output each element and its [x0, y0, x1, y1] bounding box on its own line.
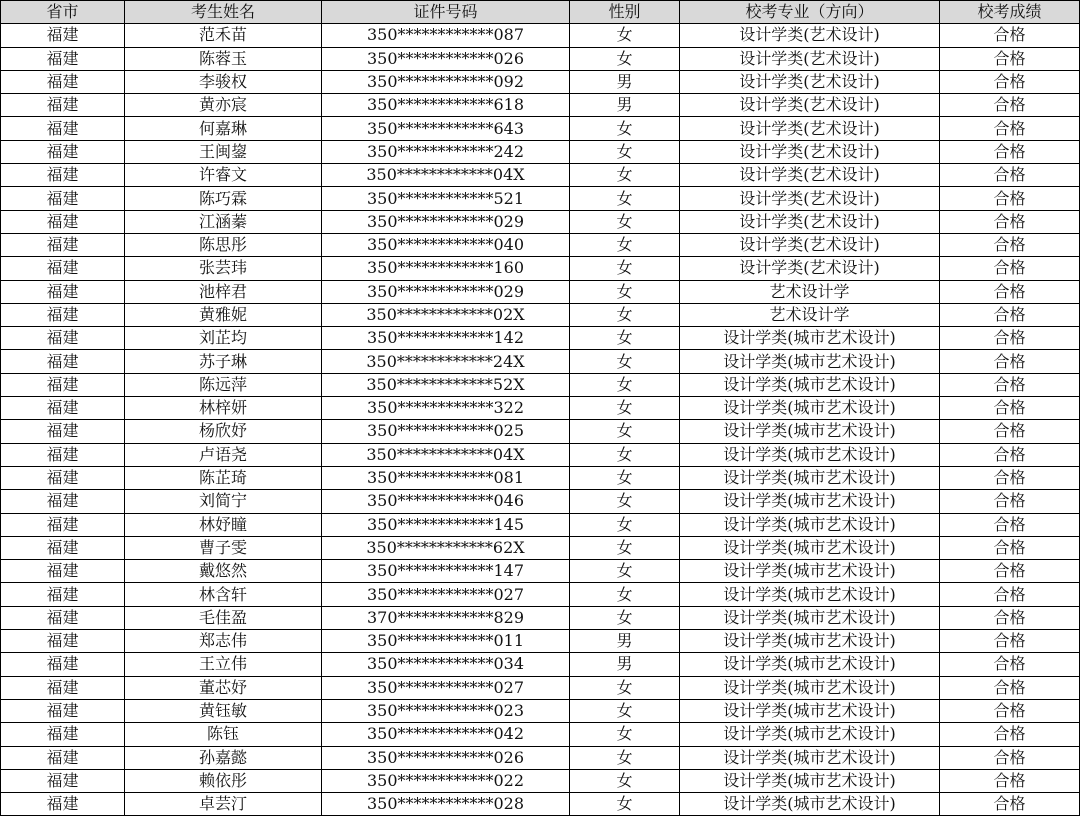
gender-cell: 女	[570, 793, 680, 816]
id-number-cell: 350************04X	[322, 443, 570, 466]
major-cell: 设计学类(城市艺术设计)	[680, 443, 940, 466]
id-number-cell: 350************011	[322, 630, 570, 653]
table-row	[1, 606, 1080, 629]
gender-cell: 女	[570, 560, 680, 583]
id-number-cell: 350************046	[322, 490, 570, 513]
result-cell: 合格	[940, 676, 1080, 699]
province-cell: 福建	[1, 699, 125, 722]
result-cell: 合格	[940, 187, 1080, 210]
table-row	[1, 257, 1080, 280]
id-number-cell: 370************829	[322, 606, 570, 629]
province-cell: 福建	[1, 443, 125, 466]
gender-cell: 男	[570, 653, 680, 676]
major-cell: 设计学类(城市艺术设计)	[680, 793, 940, 816]
province-cell: 福建	[1, 723, 125, 746]
province-cell: 福建	[1, 769, 125, 792]
id-number-cell: 350************027	[322, 676, 570, 699]
major-cell: 设计学类(艺术设计)	[680, 210, 940, 233]
id-number-cell: 350************04X	[322, 164, 570, 187]
table-row	[1, 233, 1080, 256]
gender-cell: 女	[570, 373, 680, 396]
province-cell: 福建	[1, 327, 125, 350]
province-cell: 福建	[1, 280, 125, 303]
major-cell: 设计学类(城市艺术设计)	[680, 723, 940, 746]
gender-cell: 女	[570, 769, 680, 792]
id-number-cell: 350************027	[322, 583, 570, 606]
province-cell: 福建	[1, 560, 125, 583]
province-cell: 福建	[1, 210, 125, 233]
major-cell: 设计学类(城市艺术设计)	[680, 676, 940, 699]
table-row	[1, 280, 1080, 303]
id-number-cell: 350************24X	[322, 350, 570, 373]
table-row	[1, 490, 1080, 513]
major-cell: 设计学类(艺术设计)	[680, 140, 940, 163]
result-cell: 合格	[940, 47, 1080, 70]
table-row	[1, 94, 1080, 117]
table-row	[1, 793, 1080, 816]
result-cell: 合格	[940, 769, 1080, 792]
result-cell: 合格	[940, 490, 1080, 513]
major-cell: 设计学类(艺术设计)	[680, 187, 940, 210]
result-cell: 合格	[940, 583, 1080, 606]
province-cell: 福建	[1, 746, 125, 769]
result-cell: 合格	[940, 536, 1080, 559]
table-row	[1, 443, 1080, 466]
header-result: 校考成绩	[940, 1, 1080, 24]
name-cell: 江涵蓁	[125, 210, 322, 233]
province-cell: 福建	[1, 420, 125, 443]
province-cell: 福建	[1, 536, 125, 559]
name-cell: 王立伟	[125, 653, 322, 676]
major-cell: 设计学类(城市艺术设计)	[680, 490, 940, 513]
result-cell: 合格	[940, 24, 1080, 47]
gender-cell: 女	[570, 327, 680, 350]
name-cell: 陈巧霖	[125, 187, 322, 210]
name-cell: 陈钰	[125, 723, 322, 746]
major-cell: 设计学类(城市艺术设计)	[680, 699, 940, 722]
gender-cell: 女	[570, 420, 680, 443]
result-cell: 合格	[940, 94, 1080, 117]
name-cell: 陈蓉玉	[125, 47, 322, 70]
id-number-cell: 350************618	[322, 94, 570, 117]
name-cell: 赖依彤	[125, 769, 322, 792]
id-number-cell: 350************022	[322, 769, 570, 792]
result-cell: 合格	[940, 140, 1080, 163]
name-cell: 范禾苗	[125, 24, 322, 47]
result-cell: 合格	[940, 560, 1080, 583]
header-province: 省市	[1, 1, 125, 24]
table-row	[1, 140, 1080, 163]
province-cell: 福建	[1, 676, 125, 699]
result-cell: 合格	[940, 233, 1080, 256]
gender-cell: 女	[570, 303, 680, 326]
major-cell: 设计学类(城市艺术设计)	[680, 373, 940, 396]
major-cell: 设计学类(城市艺术设计)	[680, 606, 940, 629]
major-cell: 设计学类(城市艺术设计)	[680, 327, 940, 350]
table-row	[1, 676, 1080, 699]
table-row	[1, 303, 1080, 326]
major-cell: 设计学类(城市艺术设计)	[680, 746, 940, 769]
name-cell: 王闽鋆	[125, 140, 322, 163]
gender-cell: 女	[570, 536, 680, 559]
province-cell: 福建	[1, 630, 125, 653]
result-cell: 合格	[940, 653, 1080, 676]
id-number-cell: 350************040	[322, 233, 570, 256]
major-cell: 设计学类(城市艺术设计)	[680, 769, 940, 792]
gender-cell: 女	[570, 164, 680, 187]
id-number-cell: 350************087	[322, 24, 570, 47]
id-number-cell: 350************160	[322, 257, 570, 280]
major-cell: 设计学类(城市艺术设计)	[680, 350, 940, 373]
table-row	[1, 70, 1080, 93]
gender-cell: 女	[570, 24, 680, 47]
name-cell: 黄雅妮	[125, 303, 322, 326]
province-cell: 福建	[1, 257, 125, 280]
name-cell: 黄钰敏	[125, 699, 322, 722]
id-number-cell: 350************029	[322, 280, 570, 303]
result-cell: 合格	[940, 327, 1080, 350]
name-cell: 林含轩	[125, 583, 322, 606]
id-number-cell: 350************081	[322, 466, 570, 489]
name-cell: 何嘉琳	[125, 117, 322, 140]
gender-cell: 女	[570, 233, 680, 256]
major-cell: 设计学类(城市艺术设计)	[680, 653, 940, 676]
gender-cell: 女	[570, 187, 680, 210]
gender-cell: 女	[570, 699, 680, 722]
major-cell: 设计学类(艺术设计)	[680, 164, 940, 187]
id-number-cell: 350************643	[322, 117, 570, 140]
gender-cell: 女	[570, 490, 680, 513]
name-cell: 黄亦宸	[125, 94, 322, 117]
id-number-cell: 350************142	[322, 327, 570, 350]
id-number-cell: 350************023	[322, 699, 570, 722]
result-cell: 合格	[940, 466, 1080, 489]
major-cell: 设计学类(城市艺术设计)	[680, 420, 940, 443]
result-cell: 合格	[940, 210, 1080, 233]
major-cell: 设计学类(城市艺术设计)	[680, 466, 940, 489]
id-number-cell: 350************092	[322, 70, 570, 93]
major-cell: 设计学类(艺术设计)	[680, 94, 940, 117]
gender-cell: 女	[570, 280, 680, 303]
table-row	[1, 420, 1080, 443]
gender-cell: 女	[570, 606, 680, 629]
major-cell: 设计学类(艺术设计)	[680, 257, 940, 280]
result-cell: 合格	[940, 280, 1080, 303]
province-cell: 福建	[1, 606, 125, 629]
province-cell: 福建	[1, 653, 125, 676]
province-cell: 福建	[1, 117, 125, 140]
table-row	[1, 583, 1080, 606]
name-cell: 刘简宁	[125, 490, 322, 513]
gender-cell: 女	[570, 140, 680, 163]
major-cell: 设计学类(城市艺术设计)	[680, 630, 940, 653]
gender-cell: 女	[570, 350, 680, 373]
name-cell: 杨欣妤	[125, 420, 322, 443]
name-cell: 李骏权	[125, 70, 322, 93]
gender-cell: 女	[570, 676, 680, 699]
name-cell: 卓芸汀	[125, 793, 322, 816]
major-cell: 设计学类(城市艺术设计)	[680, 560, 940, 583]
major-cell: 设计学类(城市艺术设计)	[680, 536, 940, 559]
gender-cell: 男	[570, 94, 680, 117]
result-cell: 合格	[940, 513, 1080, 536]
gender-cell: 女	[570, 723, 680, 746]
id-number-cell: 350************147	[322, 560, 570, 583]
province-cell: 福建	[1, 466, 125, 489]
result-cell: 合格	[940, 373, 1080, 396]
table-row	[1, 327, 1080, 350]
province-cell: 福建	[1, 164, 125, 187]
header-row	[1, 1, 1080, 24]
province-cell: 福建	[1, 24, 125, 47]
table-row	[1, 723, 1080, 746]
header-gender: 性别	[570, 1, 680, 24]
major-cell: 设计学类(艺术设计)	[680, 117, 940, 140]
id-number-cell: 350************025	[322, 420, 570, 443]
id-number-cell: 350************034	[322, 653, 570, 676]
result-cell: 合格	[940, 420, 1080, 443]
gender-cell: 女	[570, 117, 680, 140]
major-cell: 设计学类(艺术设计)	[680, 233, 940, 256]
province-cell: 福建	[1, 583, 125, 606]
id-number-cell: 350************521	[322, 187, 570, 210]
header-major: 校考专业（方向）	[680, 1, 940, 24]
name-cell: 池梓君	[125, 280, 322, 303]
major-cell: 艺术设计学	[680, 280, 940, 303]
province-cell: 福建	[1, 47, 125, 70]
id-number-cell: 350************026	[322, 746, 570, 769]
province-cell: 福建	[1, 373, 125, 396]
result-cell: 合格	[940, 723, 1080, 746]
province-cell: 福建	[1, 94, 125, 117]
name-cell: 陈思彤	[125, 233, 322, 256]
table-body	[1, 24, 1080, 816]
result-cell: 合格	[940, 793, 1080, 816]
header-name: 考生姓名	[125, 1, 322, 24]
id-number-cell: 350************029	[322, 210, 570, 233]
result-cell: 合格	[940, 350, 1080, 373]
gender-cell: 女	[570, 47, 680, 70]
table-row	[1, 24, 1080, 47]
id-number-cell: 350************52X	[322, 373, 570, 396]
name-cell: 曹子雯	[125, 536, 322, 559]
name-cell: 孙嘉懿	[125, 746, 322, 769]
table-row	[1, 560, 1080, 583]
id-number-cell: 350************322	[322, 397, 570, 420]
major-cell: 设计学类(艺术设计)	[680, 24, 940, 47]
table-row	[1, 699, 1080, 722]
province-cell: 福建	[1, 187, 125, 210]
table-row	[1, 350, 1080, 373]
table-row	[1, 466, 1080, 489]
name-cell: 刘芷均	[125, 327, 322, 350]
name-cell: 毛佳盈	[125, 606, 322, 629]
major-cell: 设计学类(艺术设计)	[680, 47, 940, 70]
table-row	[1, 536, 1080, 559]
id-number-cell: 350************02X	[322, 303, 570, 326]
table-row	[1, 653, 1080, 676]
name-cell: 许睿文	[125, 164, 322, 187]
table-row	[1, 630, 1080, 653]
province-cell: 福建	[1, 140, 125, 163]
gender-cell: 男	[570, 630, 680, 653]
name-cell: 林妤瞳	[125, 513, 322, 536]
header-id-number: 证件号码	[322, 1, 570, 24]
name-cell: 林梓妍	[125, 397, 322, 420]
table-row	[1, 117, 1080, 140]
province-cell: 福建	[1, 793, 125, 816]
result-cell: 合格	[940, 164, 1080, 187]
major-cell: 设计学类(城市艺术设计)	[680, 513, 940, 536]
id-number-cell: 350************62X	[322, 536, 570, 559]
table-row	[1, 373, 1080, 396]
gender-cell: 女	[570, 257, 680, 280]
id-number-cell: 350************026	[322, 47, 570, 70]
gender-cell: 女	[570, 513, 680, 536]
table-row	[1, 397, 1080, 420]
result-cell: 合格	[940, 630, 1080, 653]
province-cell: 福建	[1, 490, 125, 513]
id-number-cell: 350************028	[322, 793, 570, 816]
result-cell: 合格	[940, 606, 1080, 629]
result-cell: 合格	[940, 117, 1080, 140]
id-number-cell: 350************042	[322, 723, 570, 746]
province-cell: 福建	[1, 303, 125, 326]
major-cell: 艺术设计学	[680, 303, 940, 326]
table-row	[1, 187, 1080, 210]
name-cell: 郑志伟	[125, 630, 322, 653]
name-cell: 苏子琳	[125, 350, 322, 373]
province-cell: 福建	[1, 350, 125, 373]
table-row	[1, 746, 1080, 769]
id-number-cell: 350************242	[322, 140, 570, 163]
name-cell: 陈芷琦	[125, 466, 322, 489]
table-row	[1, 210, 1080, 233]
result-cell: 合格	[940, 699, 1080, 722]
result-cell: 合格	[940, 257, 1080, 280]
table-row	[1, 769, 1080, 792]
result-cell: 合格	[940, 443, 1080, 466]
id-number-cell: 350************145	[322, 513, 570, 536]
gender-cell: 女	[570, 466, 680, 489]
province-cell: 福建	[1, 233, 125, 256]
table-row	[1, 164, 1080, 187]
gender-cell: 男	[570, 70, 680, 93]
major-cell: 设计学类(城市艺术设计)	[680, 397, 940, 420]
gender-cell: 女	[570, 443, 680, 466]
name-cell: 卢语尧	[125, 443, 322, 466]
name-cell: 董芯妤	[125, 676, 322, 699]
name-cell: 戴悠然	[125, 560, 322, 583]
province-cell: 福建	[1, 70, 125, 93]
gender-cell: 女	[570, 746, 680, 769]
result-cell: 合格	[940, 303, 1080, 326]
major-cell: 设计学类(艺术设计)	[680, 70, 940, 93]
name-cell: 陈远萍	[125, 373, 322, 396]
name-cell: 张芸玮	[125, 257, 322, 280]
gender-cell: 女	[570, 583, 680, 606]
table-row	[1, 47, 1080, 70]
province-cell: 福建	[1, 513, 125, 536]
table-row	[1, 513, 1080, 536]
result-cell: 合格	[940, 746, 1080, 769]
gender-cell: 女	[570, 210, 680, 233]
result-cell: 合格	[940, 70, 1080, 93]
major-cell: 设计学类(城市艺术设计)	[680, 583, 940, 606]
gender-cell: 女	[570, 397, 680, 420]
result-cell: 合格	[940, 397, 1080, 420]
province-cell: 福建	[1, 397, 125, 420]
